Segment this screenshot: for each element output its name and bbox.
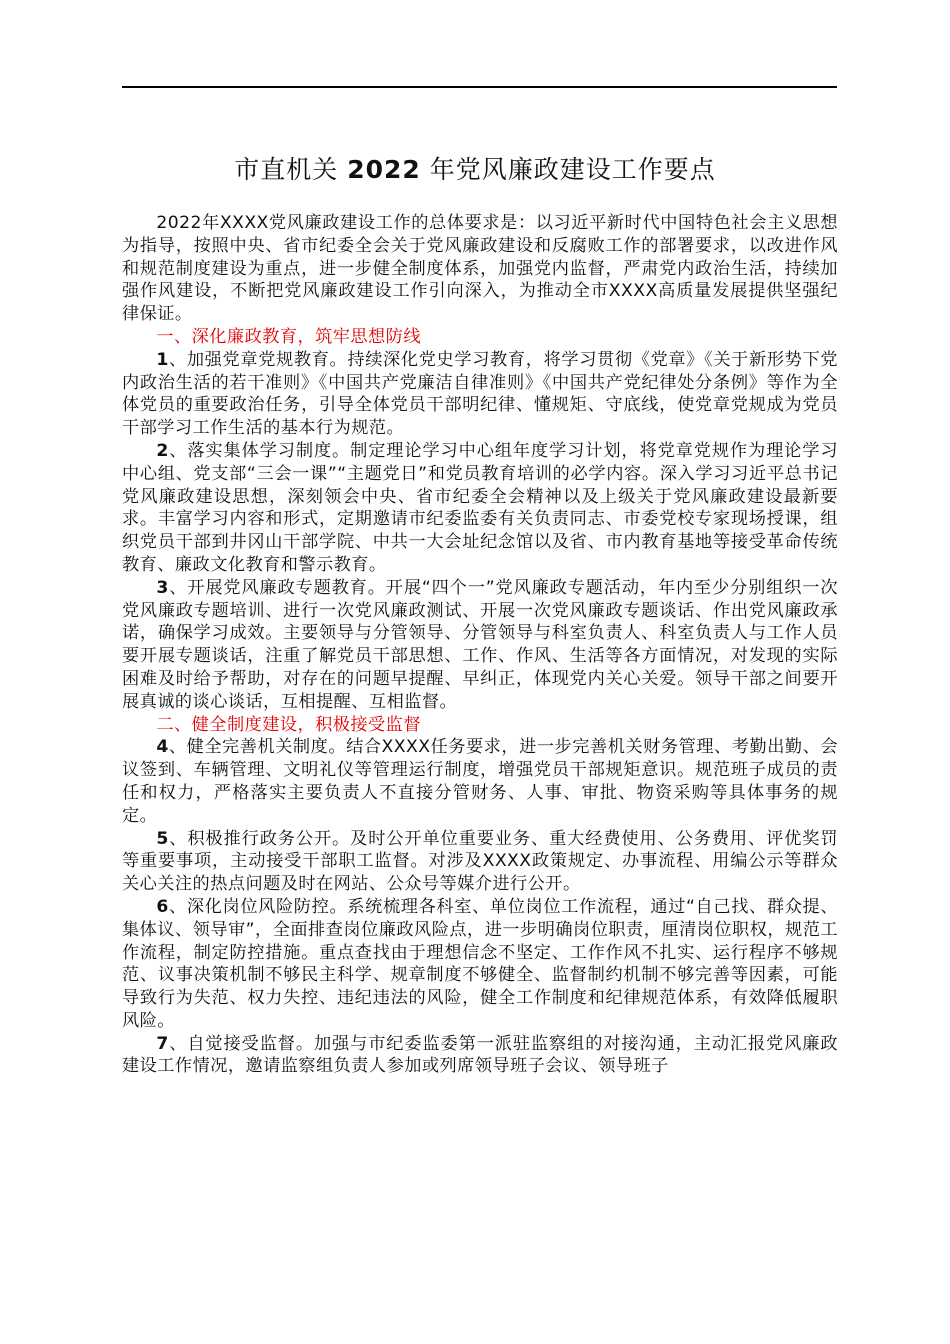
item-7-text: 、自觉接受监督。加强与市纪委监委第一派驻监察组的对接沟通，主动汇报党风廉政建设工作情况，邀请监察组负责人参加或列席领导班子会议、领导班子 <box>122 1033 838 1077</box>
item-2 <box>122 440 838 577</box>
item-1 <box>122 349 838 440</box>
item-3 <box>122 577 838 714</box>
title-year: 2022 <box>347 155 421 184</box>
item-4 <box>122 736 838 827</box>
item-6 <box>122 896 838 1033</box>
section-heading-1: 一、深化廉政教育，筑牢思想防线 <box>156 326 421 347</box>
item-2-text: 、落实集体学习制度。制定理论学习中心组年度学习计划，将党章党规作为理论学习中心组、党支部“三会一课”“主题党日”和党员教育培训的必学内容。深入学习习近平总书记党风廉政建设思想，深刻领会中央、省市纪委全会精神以及上级关于党风廉政建设最新要求。丰富学习内容和形式，定期邀请市纪委监委有关负责同志、市委党校专家现场授课，组织党员干部到井冈山干部学院、中共一大会址纪念馆以及省、市内教育基地等接受革命传统教育、廉政文化教育和警示教育。 <box>122 440 838 575</box>
item-2-number: 2 <box>156 440 169 461</box>
item-6-number: 6 <box>156 896 169 917</box>
document-body <box>122 212 838 1078</box>
intro-paragraph: 2022年XXXX党风廉政建设工作的总体要求是：以习近平新时代中国特色社会主义思想为指导，按照中央、省市纪委全会关于党风廉政建设和反腐败工作的部署要求，以改进作风和规范制度建设为重点，进一步健全制度体系，加强党内监督，严肃党内政治生活，持续加强作风建设，不断把党风廉政建设工作引向深入，为推动全市XXXX高质量发展提供坚强纪律保证。 <box>122 213 838 325</box>
item-1-number: 1 <box>156 349 169 370</box>
section-heading-2: 二、健全制度建设，积极接受监督 <box>156 714 421 735</box>
item-5 <box>122 828 838 896</box>
item-3-number: 3 <box>156 577 169 598</box>
item-7-number: 7 <box>156 1033 169 1054</box>
item-4-text: 、健全完善机关制度。结合XXXX任务要求，进一步完善机关财务管理、考勤出勤、会议签到、车辆管理、文明礼仪等管理运行制度，增强党员干部规矩意识。规范班子成员的责任和权力，严格落实主要负责人不直接分管财务、人事、审批、物资采购等具体事务的规定。 <box>122 737 838 826</box>
item-5-text: 、积极推行政务公开。及时公开单位重要业务、重大经费使用、公务费用、评优奖罚等重要事项，主动接受干部职工监督。对涉及XXXX政策规定、办事流程、用编公示等群众关心关注的热点问题及时在网站、公众号等媒介进行公开。 <box>122 828 838 895</box>
title-prefix: 市直机关 <box>234 155 339 184</box>
item-3-text: 、开展党风廉政专题教育。开展“四个一”党风廉政专题活动，年内至少分别组织一次党风廉政专题培训、进行一次党风廉政测试、开展一次党风廉政专题谈话、作出党风廉政承诺，确保学习成效。主要领导与分管领导、分管领导与科室负责人、科室负责人与工作人员要开展专题谈话，注重了解党员干部思想、工作、作风、生活等各方面情况，对发现的实际困难及时给予帮助，对存在的问题早提醒、早纠正，体现党内关心关爱。领导干部之间要开展真诚的谈心谈话，互相提醒、互相监督。 <box>122 577 838 712</box>
item-7 <box>122 1033 838 1079</box>
document-title <box>0 150 950 186</box>
item-6-text: 、深化岗位风险防控。系统梳理各科室、单位岗位工作流程，通过“自己找、群众提、集体议、领导审”，全面排查岗位廉政风险点，进一步明确岗位职责，厘清岗位职权，规范工作流程，制定防控措施。重点查找由于理想信念不坚定、工作作风不扎实、运行程序不够规范、议事决策机制不够民主科学、规章制度不够健全、监督制约机制不够完善等因素，可能导致行为失范、权力失控、违纪违法的风险，健全工作制度和纪律规范体系，有效降低履职风险。 <box>122 896 838 1031</box>
item-5-number: 5 <box>156 828 169 849</box>
item-4-number: 4 <box>156 737 169 758</box>
title-suffix: 年党风廉政建设工作要点 <box>429 155 716 184</box>
header-rule <box>122 86 837 88</box>
item-1-text: 、加强党章党规教育。持续深化党史学习教育，将学习贯彻《党章》《关于新形势下党内政治生活的若干准则》《中国共产党廉洁自律准则》《中国共产党纪律处分条例》等作为全体党员的重要政治任务，引导全体党员干部明纪律、懂规矩、守底线，使党章党规成为党员干部学习工作生活的基本行为规范。 <box>122 349 838 439</box>
